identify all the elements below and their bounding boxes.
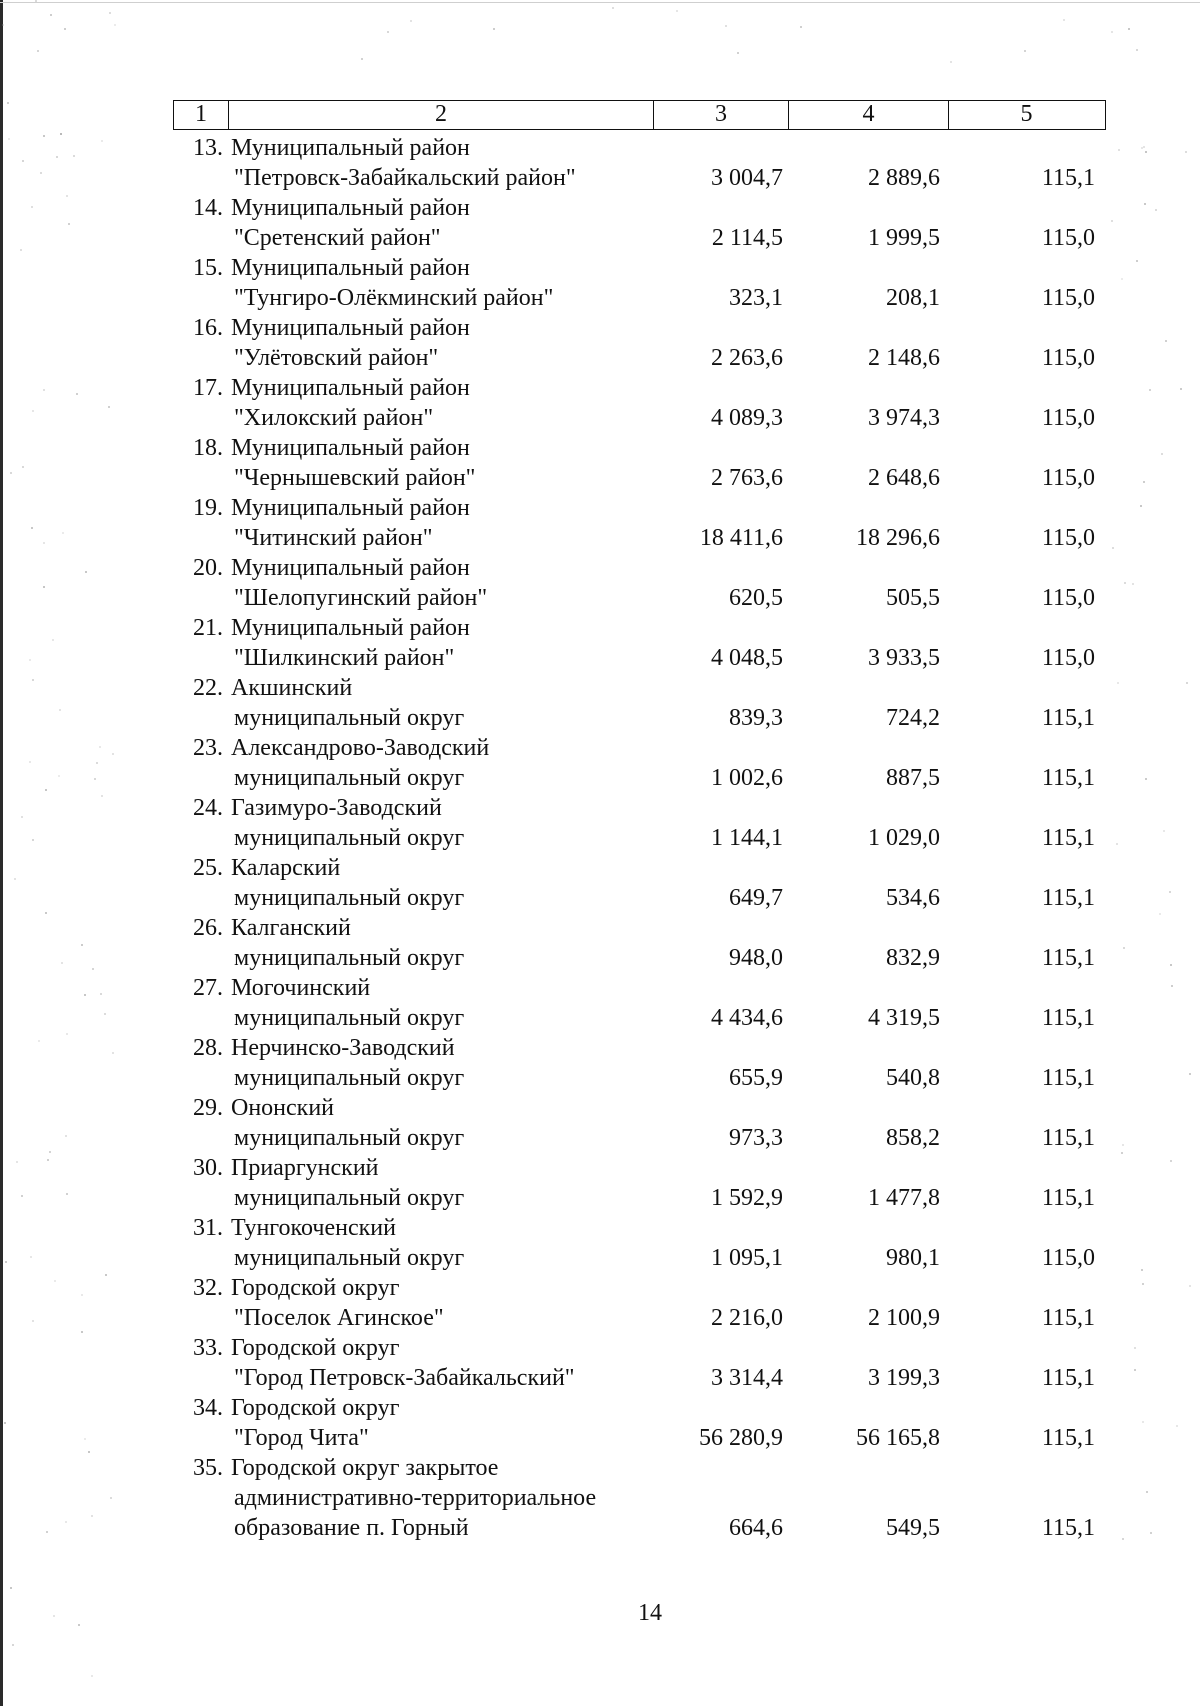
municipality-name: [228, 1093, 653, 1153]
municipality-name: [228, 1393, 653, 1453]
value-column-5: 115,1: [1041, 765, 1095, 791]
municipality-name: [228, 1213, 653, 1273]
value-column-4: 208,1: [886, 285, 940, 311]
municipality-name: [228, 1453, 653, 1543]
row-number: 20.: [193, 555, 223, 581]
table-row: [173, 973, 1106, 1033]
table-row: [173, 433, 1106, 493]
column-header-2: 2: [229, 101, 654, 129]
table-body: [173, 133, 1106, 1543]
municipality-name-line: "Город Петровск-Забайкальский": [234, 1365, 575, 1391]
table-row: [173, 793, 1106, 853]
municipality-name-line: Каларский: [231, 855, 341, 881]
scan-speckle: [114, 24, 116, 26]
row-number: 14.: [193, 195, 223, 221]
table-row: [173, 1213, 1106, 1273]
table-row: [173, 1033, 1106, 1093]
municipality-name: [228, 973, 653, 1033]
scan-speckle: [1189, 1285, 1191, 1287]
page-number: 14: [638, 1600, 662, 1626]
row-number: 18.: [193, 435, 223, 461]
scan-speckle: [91, 1515, 93, 1517]
column-header-5: 5: [1020, 101, 1033, 127]
municipality-name-line: муниципальный округ: [234, 945, 465, 971]
municipality-name-line: Муниципальный район: [231, 435, 470, 461]
scan-speckle: [1111, 220, 1113, 222]
scan-speckle: [54, 1280, 56, 1282]
municipality-name-line: образование п. Горный: [234, 1515, 469, 1541]
value-column-4: 4 319,5: [868, 1005, 940, 1031]
scan-speckle: [1117, 682, 1119, 684]
value-column-4: 858,2: [886, 1125, 940, 1151]
value-column-3: 948,0: [729, 945, 783, 971]
value-column-3: 4 434,6: [711, 1005, 783, 1031]
municipality-name-line: Муниципальный район: [231, 495, 470, 521]
value-column-5: 115,0: [1041, 525, 1095, 551]
scan-speckle: [59, 709, 61, 711]
scan-speckle: [29, 659, 31, 661]
municipality-name: [228, 733, 653, 793]
scan-speckle: [1141, 147, 1143, 149]
municipality-name-line: Городской округ: [231, 1335, 400, 1361]
table-row: [173, 1273, 1106, 1333]
value-column-4: 887,5: [886, 765, 940, 791]
row-number: 33.: [193, 1335, 223, 1361]
column-header-1: 1: [174, 101, 229, 129]
table-row: [173, 1093, 1106, 1153]
scan-speckle: [1116, 843, 1118, 845]
value-column-4: 2 889,6: [868, 165, 940, 191]
row-number: 30.: [193, 1155, 223, 1181]
value-column-5: 115,1: [1041, 945, 1095, 971]
municipality-name: [228, 553, 653, 613]
value-column-3: 2 763,6: [711, 465, 783, 491]
municipality-name-line: муниципальный округ: [234, 1245, 465, 1271]
value-column-4: 534,6: [886, 885, 940, 911]
scan-speckle: [101, 140, 103, 142]
value-column-4: 980,1: [886, 1245, 940, 1271]
scan-speckle: [91, 1675, 93, 1677]
row-number: 29.: [193, 1095, 223, 1121]
municipality-name-line: "Поселок Агинское": [234, 1305, 444, 1331]
value-column-3: 3 314,4: [711, 1365, 783, 1391]
value-column-3: 4 089,3: [711, 405, 783, 431]
value-column-4: 2 148,6: [868, 345, 940, 371]
scan-speckle: [1134, 1347, 1136, 1349]
row-number: 16.: [193, 315, 223, 341]
municipality-name: [228, 673, 653, 733]
value-column-5: 115,0: [1041, 585, 1095, 611]
municipality-name-line: муниципальный округ: [234, 885, 465, 911]
row-number: 32.: [193, 1275, 223, 1301]
table-row: [173, 853, 1106, 913]
table-row: [173, 1453, 1106, 1543]
municipality-name-line: Александрово-Заводский: [231, 735, 490, 761]
municipality-name: [228, 1333, 653, 1393]
scan-speckle: [53, 1615, 55, 1617]
municipality-name-line: "Чернышевский район": [234, 465, 476, 491]
row-number: 31.: [193, 1215, 223, 1241]
municipality-name-line: муниципальный округ: [234, 1005, 465, 1031]
scan-speckle: [66, 1193, 68, 1195]
value-column-5: 115,1: [1041, 1065, 1095, 1091]
column-header-4: 4: [789, 101, 949, 129]
row-number: 34.: [193, 1395, 223, 1421]
value-column-5: 115,1: [1041, 885, 1095, 911]
scan-speckle: [112, 1052, 114, 1054]
value-column-3: 649,7: [729, 885, 783, 911]
scan-speckle: [104, 1013, 106, 1015]
value-column-3: 2 216,0: [711, 1305, 783, 1331]
scan-speckle: [60, 133, 62, 135]
value-column-5: 115,1: [1041, 705, 1095, 731]
table-row: [173, 553, 1106, 613]
scan-speckle: [66, 195, 68, 197]
scan-speckle: [29, 761, 31, 763]
municipality-name: [228, 373, 653, 433]
municipality-name-line: Ононский: [231, 1095, 335, 1121]
value-column-3: 620,5: [729, 585, 783, 611]
municipality-name: [228, 793, 653, 853]
value-column-3: 1 592,9: [711, 1185, 783, 1211]
municipality-name-line: Городской округ закрытое: [231, 1455, 499, 1481]
scan-speckle: [66, 1033, 68, 1035]
row-number: 25.: [193, 855, 223, 881]
municipality-name-line: "Сретенский район": [234, 225, 441, 251]
municipality-name-line: Могочинский: [231, 975, 371, 1001]
table-row: [173, 1333, 1106, 1393]
row-number: 22.: [193, 675, 223, 701]
table-row: [173, 133, 1106, 193]
row-number: 19.: [193, 495, 223, 521]
value-column-4: 2 648,6: [868, 465, 940, 491]
table-row: [173, 193, 1106, 253]
row-number: 13.: [193, 135, 223, 161]
scan-speckle: [1140, 505, 1142, 507]
row-number: 21.: [193, 615, 223, 641]
municipality-name-line: "Шелопугинский район": [234, 585, 488, 611]
table-header-row: [173, 100, 1106, 130]
scan-speckle: [1136, 49, 1138, 51]
municipality-name-line: "Читинский район": [234, 525, 433, 551]
value-column-3: 18 411,6: [699, 525, 783, 551]
municipality-name-line: Муниципальный район: [231, 555, 470, 581]
scan-speckle: [1145, 778, 1147, 780]
municipality-name-line: Приаргунский: [231, 1155, 379, 1181]
value-column-5: 115,0: [1041, 465, 1095, 491]
table-row: [173, 1393, 1106, 1453]
value-column-5: 115,1: [1041, 1305, 1095, 1331]
scan-speckle: [21, 1195, 23, 1197]
value-column-5: 115,1: [1041, 1005, 1095, 1031]
scan-speckle: [58, 775, 60, 777]
value-column-5: 115,0: [1041, 345, 1095, 371]
value-column-4: 505,5: [886, 585, 940, 611]
municipality-name-line: муниципальный округ: [234, 765, 465, 791]
value-column-5: 115,0: [1041, 225, 1095, 251]
scan-speckle: [99, 746, 101, 748]
municipality-name: [228, 1273, 653, 1333]
row-number: 26.: [193, 915, 223, 941]
scan-speckle: [100, 993, 102, 995]
table-row: [173, 313, 1106, 373]
value-column-4: 549,5: [886, 1515, 940, 1541]
row-number: 17.: [193, 375, 223, 401]
municipality-name-line: муниципальный округ: [234, 825, 465, 851]
municipality-name-line: Муниципальный район: [231, 315, 470, 341]
row-number: 35.: [193, 1455, 223, 1481]
scan-speckle: [94, 778, 96, 780]
scan-speckle: [10, 1587, 12, 1589]
value-column-3: 2 263,6: [711, 345, 783, 371]
value-column-5: 115,1: [1041, 1125, 1095, 1151]
municipality-name-line: муниципальный округ: [234, 1185, 465, 1211]
value-column-4: 18 296,6: [856, 525, 940, 551]
municipality-name-line: Городской округ: [231, 1395, 400, 1421]
scan-speckle: [1143, 146, 1145, 148]
value-column-5: 115,1: [1041, 1425, 1095, 1451]
municipality-name-line: "Хилокский район": [234, 405, 434, 431]
value-column-5: 115,0: [1041, 405, 1095, 431]
municipality-name: [228, 913, 653, 973]
municipality-name-line: муниципальный округ: [234, 1125, 465, 1151]
value-column-4: 832,9: [886, 945, 940, 971]
municipality-name: [228, 253, 653, 313]
table-row: [173, 1153, 1106, 1213]
municipality-name: [228, 853, 653, 913]
scan-speckle: [1112, 547, 1114, 549]
municipality-name-line: муниципальный округ: [234, 1065, 465, 1091]
value-column-3: 1 095,1: [711, 1245, 783, 1271]
value-column-5: 115,0: [1041, 645, 1095, 671]
scan-speckle: [1143, 481, 1145, 483]
value-column-4: 2 100,9: [868, 1305, 940, 1331]
municipality-name-line: Муниципальный район: [231, 375, 470, 401]
municipality-name-line: Нерчинско-Заводский: [231, 1035, 455, 1061]
scan-speckle: [493, 28, 495, 30]
municipality-name-line: Тунгокоченский: [231, 1215, 396, 1241]
value-column-5: 115,1: [1041, 1185, 1095, 1211]
scan-speckle: [43, 135, 45, 137]
municipality-name-line: "Петровск-Забайкальский район": [234, 165, 576, 191]
value-column-3: 3 004,7: [711, 165, 783, 191]
scan-speckle: [50, 14, 52, 16]
table-row: [173, 913, 1106, 973]
scan-speckle: [1111, 31, 1113, 33]
scan-speckle: [43, 586, 45, 588]
scan-speckle: [1123, 947, 1125, 949]
value-column-4: 56 165,8: [856, 1425, 940, 1451]
scan-speckle: [45, 789, 47, 791]
value-column-3: 664,6: [729, 1515, 783, 1541]
value-column-4: 1 477,8: [868, 1185, 940, 1211]
municipality-name-line: "Тунгиро-Олёкминский район": [234, 285, 554, 311]
value-column-4: 724,2: [886, 705, 940, 731]
value-column-3: 2 114,5: [711, 225, 783, 251]
value-column-3: 839,3: [729, 705, 783, 731]
scan-speckle: [725, 25, 727, 27]
scan-speckle: [32, 410, 34, 412]
scan-speckle: [1142, 1283, 1144, 1285]
municipality-name: [228, 133, 653, 193]
municipality-name-line: Городской округ: [231, 1275, 400, 1301]
column-header-3: 3: [654, 101, 789, 129]
municipality-name: [228, 1033, 653, 1093]
value-column-3: 56 280,9: [699, 1425, 783, 1451]
scan-speckle: [92, 968, 94, 970]
row-number: 15.: [193, 255, 223, 281]
scan-speckle: [84, 994, 86, 996]
municipality-name-line: административно-территориальное: [234, 1485, 597, 1511]
municipality-name: [228, 493, 653, 553]
municipality-name: [228, 193, 653, 253]
municipality-name-line: Муниципальный район: [231, 135, 470, 161]
table-row: [173, 613, 1106, 673]
scan-speckle: [1122, 1538, 1124, 1540]
municipality-name-line: Муниципальный район: [231, 195, 470, 221]
value-column-5: 115,1: [1041, 1365, 1095, 1391]
value-column-3: 1 144,1: [711, 825, 783, 851]
municipality-name-line: Муниципальный район: [231, 615, 470, 641]
value-column-4: 3 199,3: [868, 1365, 940, 1391]
scan-speckle: [22, 160, 24, 162]
scan-speckle: [410, 20, 412, 22]
scan-speckle: [1171, 985, 1173, 987]
value-column-4: 3 933,5: [868, 645, 940, 671]
municipality-name-line: "Улётовский район": [234, 345, 439, 371]
municipality-name-line: Калганский: [231, 915, 351, 941]
table-row: [173, 733, 1106, 793]
municipality-name: [228, 613, 653, 673]
value-column-5: 115,1: [1041, 165, 1095, 191]
value-column-5: 115,1: [1041, 1515, 1095, 1541]
scan-speckle: [96, 762, 98, 764]
scan-speckle: [1170, 964, 1172, 966]
scan-speckle: [1024, 50, 1026, 52]
table-row: [173, 493, 1106, 553]
scan-speckle: [78, 1624, 80, 1626]
value-column-3: 973,3: [729, 1125, 783, 1151]
table-row: [173, 253, 1106, 313]
value-column-5: 115,0: [1041, 285, 1095, 311]
municipality-name-line: Газимуро-Заводский: [231, 795, 442, 821]
row-number: 24.: [193, 795, 223, 821]
value-column-4: 3 974,3: [868, 405, 940, 431]
scan-speckle: [30, 1256, 32, 1258]
scan-speckle: [20, 249, 22, 251]
municipality-name-line: "Шилкинский район": [234, 645, 455, 671]
value-column-4: 1 029,0: [868, 825, 940, 851]
row-number: 27.: [193, 975, 223, 1001]
municipality-name: [228, 1153, 653, 1213]
municipality-name: [228, 433, 653, 493]
row-number: 28.: [193, 1035, 223, 1061]
table-row: [173, 373, 1106, 433]
municipality-name-line: муниципальный округ: [234, 705, 465, 731]
value-column-5: 115,1: [1041, 825, 1095, 851]
table-row: [173, 673, 1106, 733]
scan-speckle: [1063, 19, 1065, 21]
value-column-3: 655,9: [729, 1065, 783, 1091]
value-column-4: 1 999,5: [868, 225, 940, 251]
value-column-5: 115,0: [1041, 1245, 1095, 1271]
municipality-name-line: Муниципальный район: [231, 255, 470, 281]
scan-speckle: [1134, 1369, 1136, 1371]
municipality-name-line: "Город Чита": [234, 1425, 369, 1451]
value-column-3: 323,1: [729, 285, 783, 311]
row-number: 23.: [193, 735, 223, 761]
value-column-4: 540,8: [886, 1065, 940, 1091]
scan-speckle: [1161, 453, 1163, 455]
scan-speckle: [1150, 1532, 1152, 1534]
value-column-3: 1 002,6: [711, 765, 783, 791]
municipality-name-line: Акшинский: [231, 675, 353, 701]
value-column-3: 4 048,5: [711, 645, 783, 671]
municipality-name: [228, 313, 653, 373]
